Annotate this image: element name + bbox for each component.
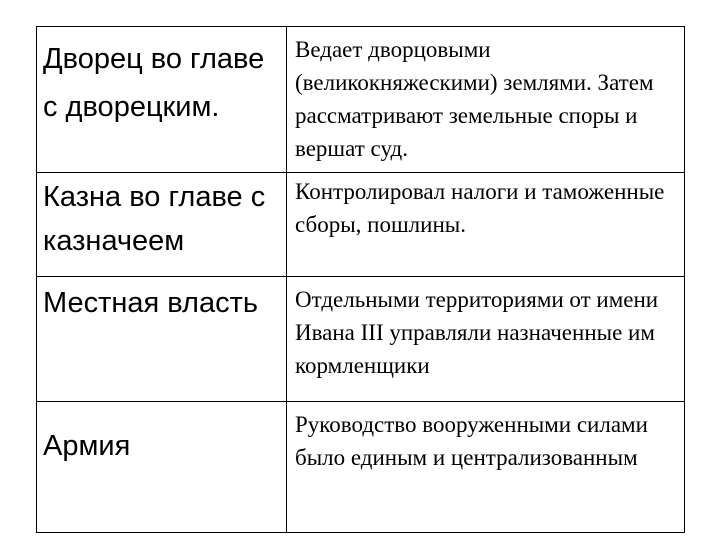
function-text: Отдельными территориями от имени Ивана III управляли назначенные им кормленщики: [295, 287, 659, 378]
table-row: [37, 277, 685, 402]
institution-label: Казна во главе с казначеем: [43, 181, 266, 257]
table-row: [37, 27, 685, 173]
table-row: [37, 402, 685, 533]
function-cell: [287, 173, 685, 277]
function-cell: [287, 277, 685, 402]
institution-cell: [37, 402, 287, 533]
table-row: [37, 173, 685, 277]
institution-label: Армия: [43, 430, 131, 462]
function-text: Руководство вооруженными силами было единым и централизованным: [295, 412, 648, 470]
institution-cell: [37, 277, 287, 402]
institution-cell: [37, 27, 287, 173]
function-text: Контролировал налоги и таможенные сборы, пошлины.: [295, 179, 665, 237]
function-cell: [287, 402, 685, 533]
institutions-table: [36, 26, 685, 533]
institution-label: Дворец во главе с дворецким.: [43, 43, 265, 123]
institution-cell: [37, 173, 287, 277]
institution-label: Местная власть: [43, 287, 258, 319]
function-text: Ведает дворцовыми (великокняжескими) землями. Затем рассматривают земельные споры и вершат суд.: [295, 37, 654, 161]
function-cell: [287, 27, 685, 173]
